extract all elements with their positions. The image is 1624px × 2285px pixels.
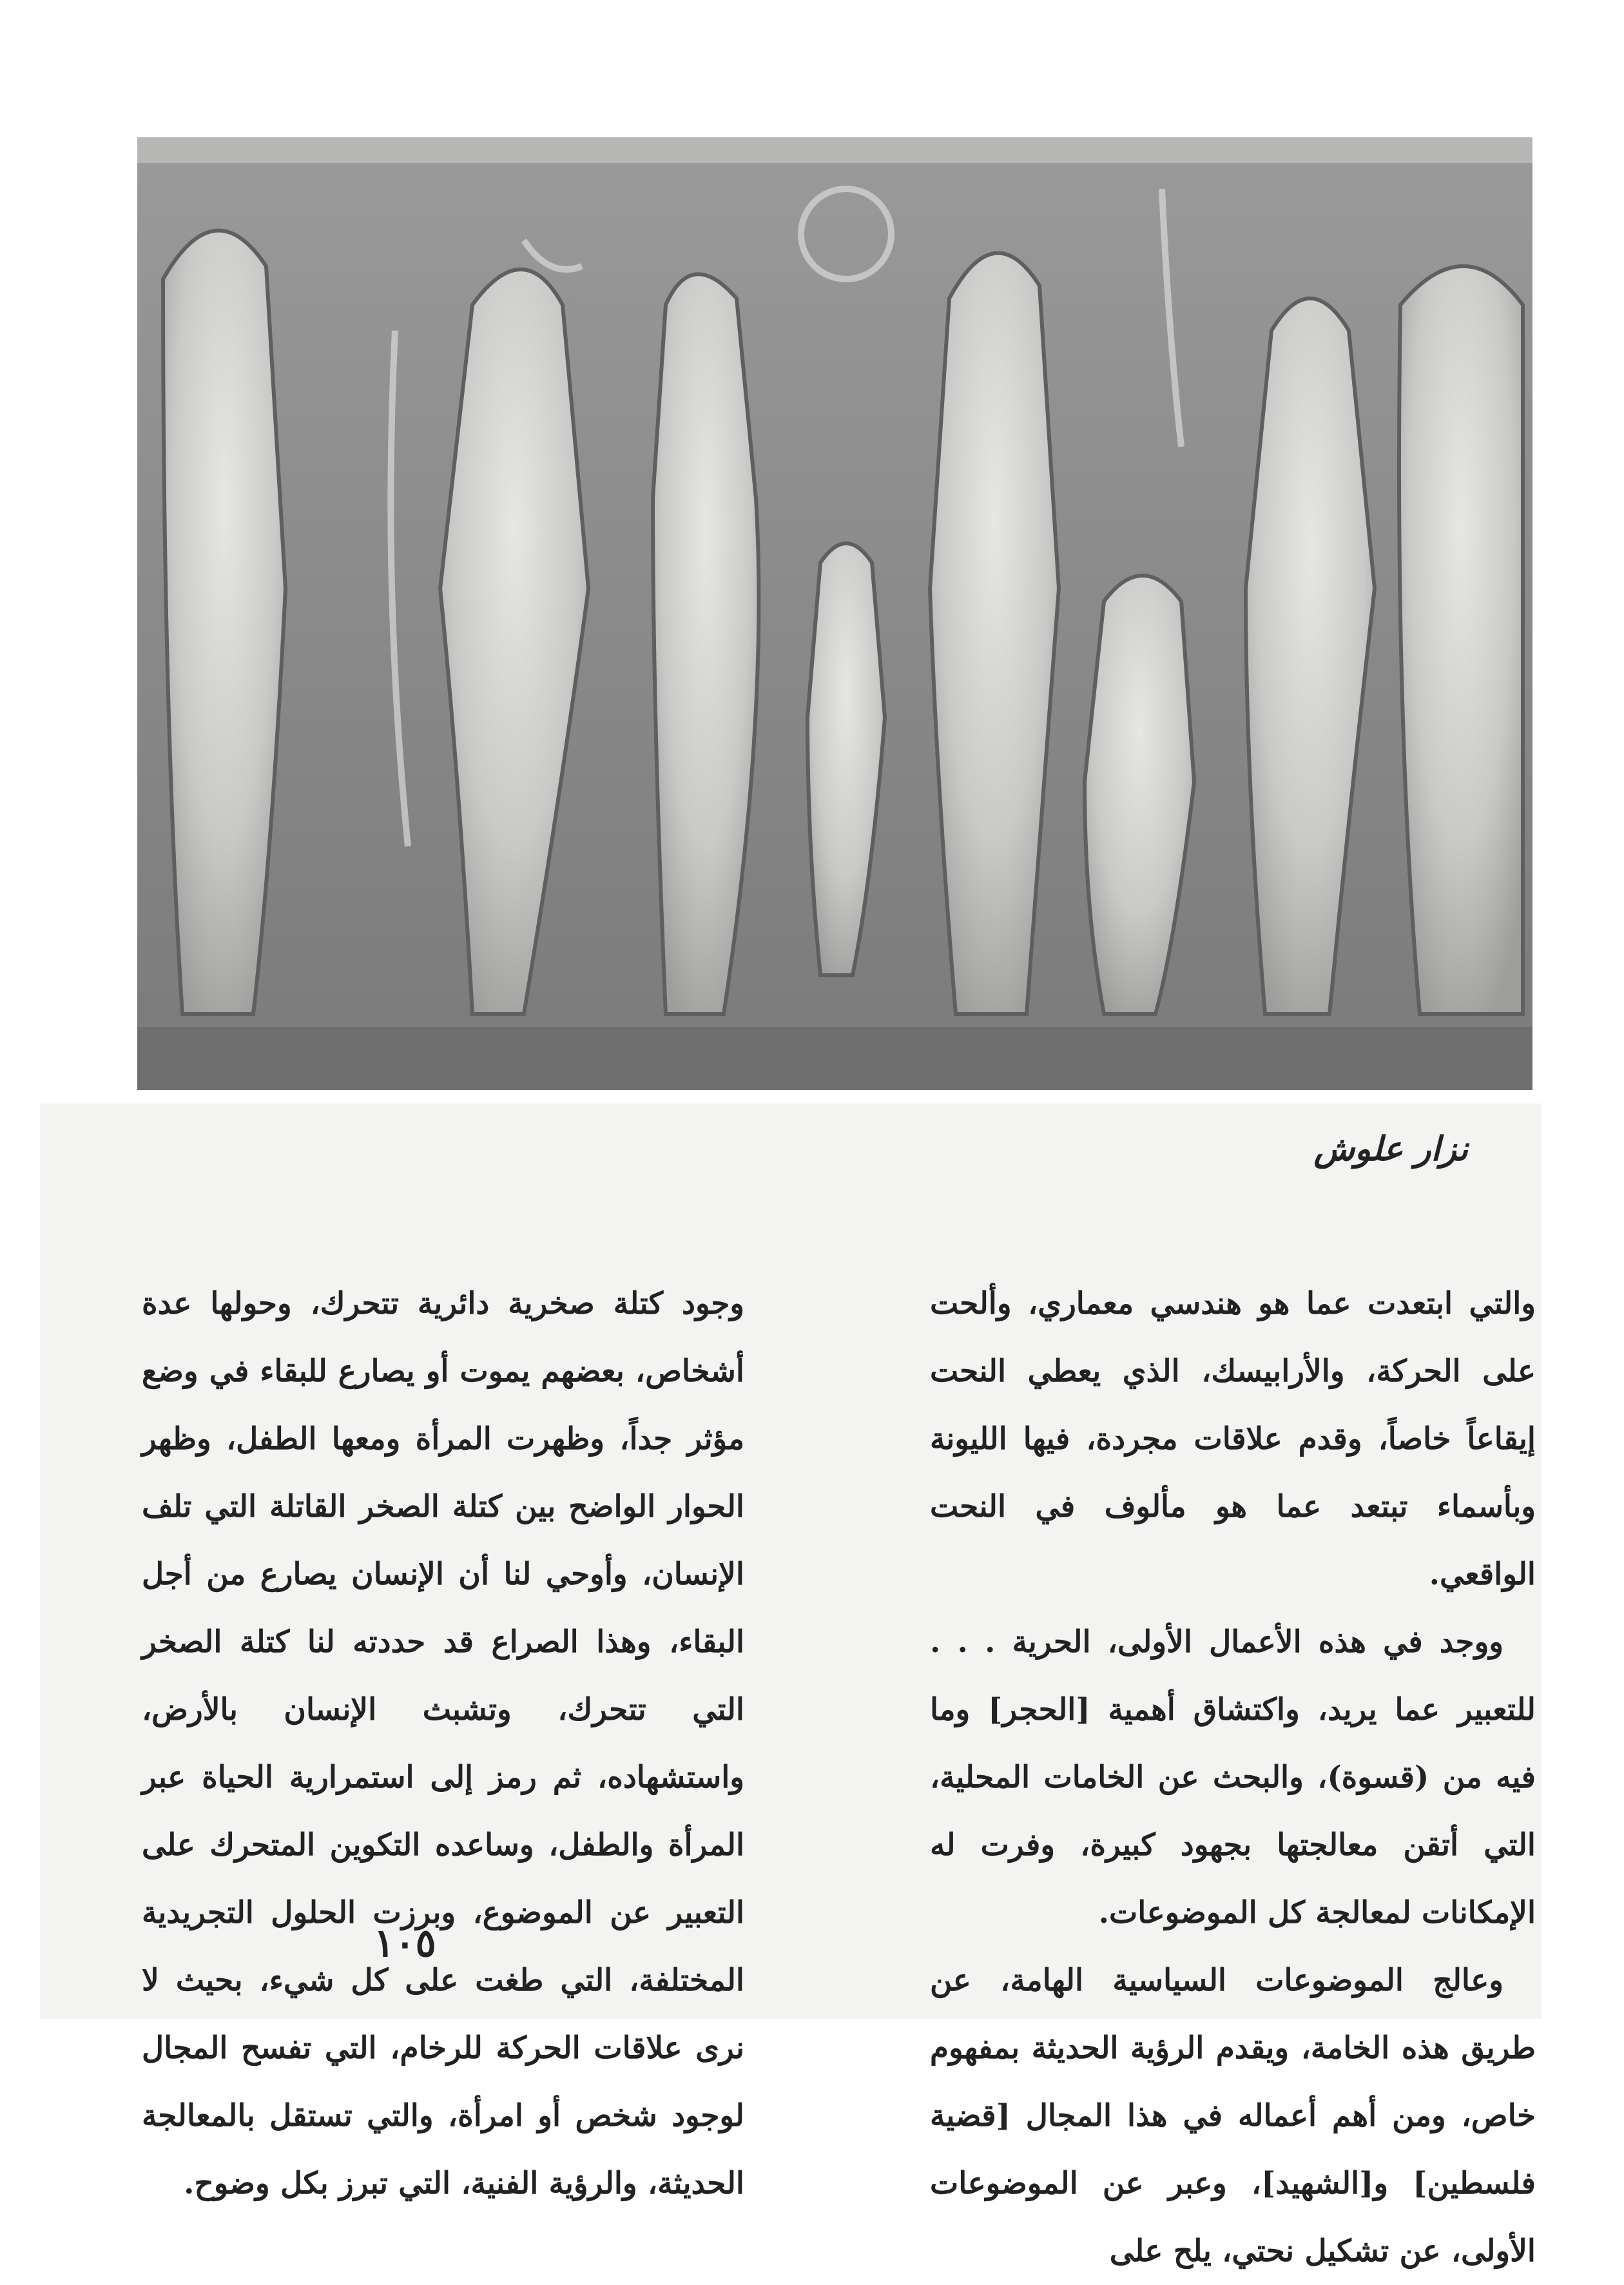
paragraph: والتي ابتعدت عما هو هندسي معماري، وألحت على الحركة، والأرابيسك، الذي يعطي النحت إيقاعاً خاصاً، وقدم علاقات مجردة، فيها الليونة وبأسماء تبتعد عما هو مألوف في النحت الواقعي. [930, 1286, 1536, 1592]
cylinder-seal-relief-photo-icon [137, 137, 1532, 1090]
text-column-left [142, 1270, 744, 2217]
text-column-right [930, 1270, 1536, 2285]
author-name: نزار علوش [1313, 1129, 1468, 1169]
paragraph: وعالج الموضوعات السياسية الهامة، عن طريق هذه الخامة، ويقدم الرؤية الحديثة بمفهوم خاص، ومن أهم أعماله في هذا المجال [قضية فلسطين] و[الشهيد]، وعبر عن الموضوعات الأولى، عن تشكيل نحتي، يلح على [930, 1963, 1536, 2269]
paragraph: ووجد في هذه الأعمال الأولى، الحرية . . . للتعبير عما يريد، واكتشاق أهمية [الحجر] وما فيه من (قسوة)، والبحث عن الخامات المحلية، التي أتقن معالجتها بجهود كبيرة، وفرت له الإمكانات لمعالجة كل الموضوعات. [930, 1624, 1536, 1930]
relief-photograph [137, 137, 1532, 1090]
page-number: ١٠٥ [374, 1921, 436, 1966]
paragraph: وجود كتلة صخرية دائرية تتحرك، وحولها عدة أشخاص، بعضهم يموت أو يصارع للبقاء في وضع مؤثر جداً، وظهرت المرأة ومعها الطفل، وظهر الحوار الواضح بين كتلة الصخر القاتلة التي تلف الإنسان، وأوحي لنا أن الإنسان يصارع من أجل البقاء، وهذا الصراع قد حددته لنا كتلة الصخر التي تتحرك، وتشبث الإنسان بالأرض، واستشهاده، ثم رمز إلى استمرارية الحياة عبر المرأة والطفل، وساعده التكوين المتحرك على التعبير عن الموضوع، وبرزت الحلول التجريدية المختلفة، التي طغت على كل شيء، بحيث لا نرى علاقات الحركة للرخام، التي تفسح المجال لوجود شخص أو امرأة، والتي تستقل بالمعالجة الحديثة، والرؤية الفنية، التي تبرز بكل وضوح. [142, 1286, 744, 2201]
